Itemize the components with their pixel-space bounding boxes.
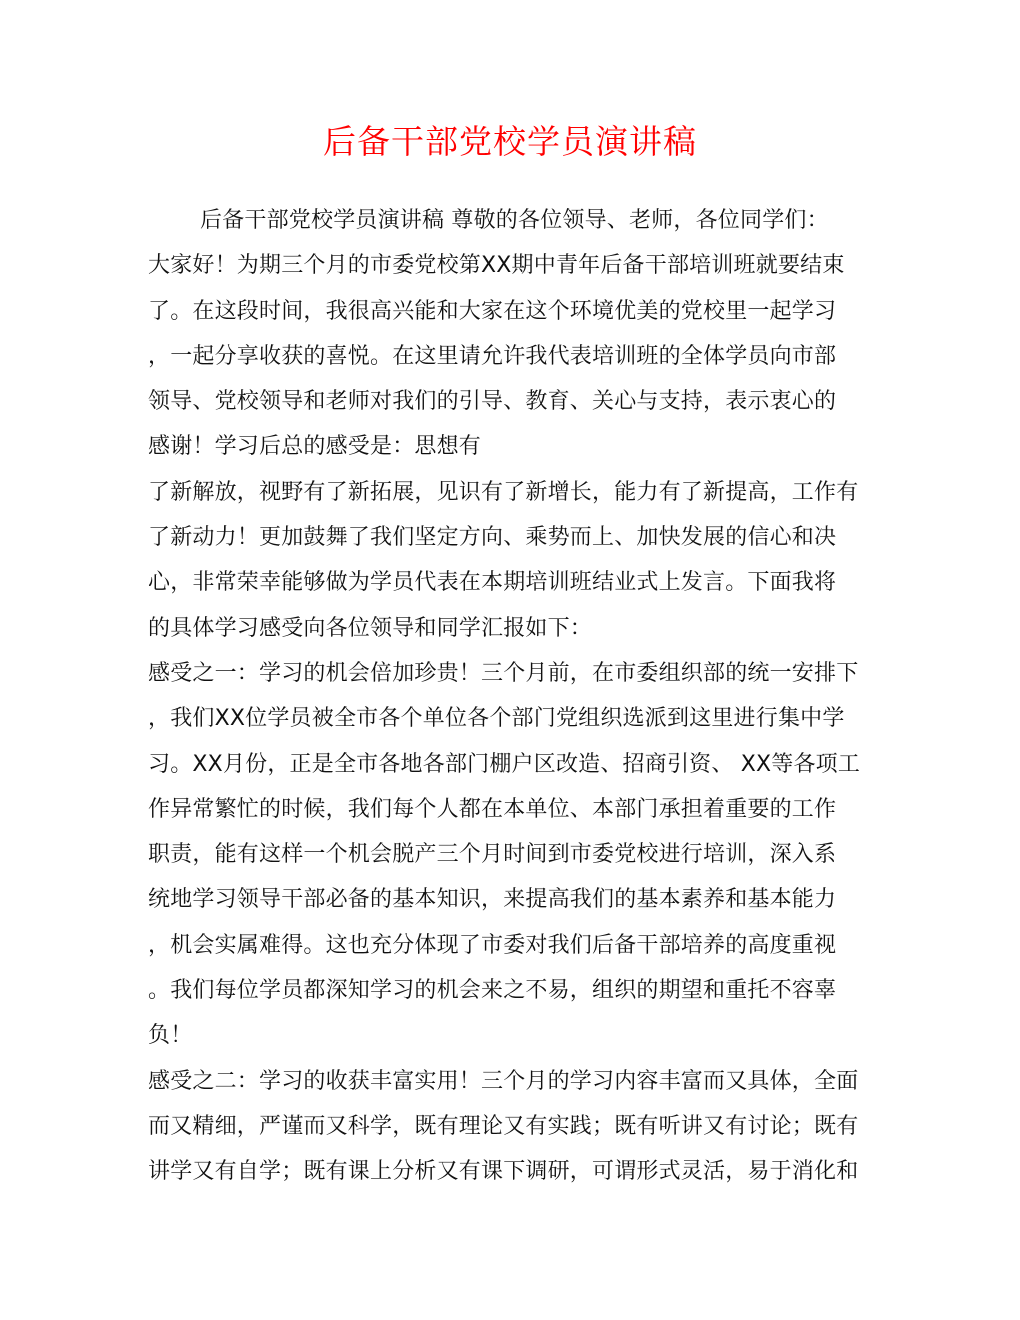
paragraph-line: ，一起分享收获的喜悦。在这里请允许我代表培训班的全体学员向市部: [148, 343, 837, 369]
paragraph-line: 后备干部党校学员演讲稿 尊敬的各位领导、老师，各位同学们：: [200, 208, 829, 233]
paragraph-line: 负！: [148, 1023, 193, 1049]
paragraph-line: 习。XX月份，正是全市各地各部门棚户区改造、招商引资、 XX等各项工: [148, 751, 861, 777]
paragraph-line: 心，非常荣幸能够做为学员代表在本期培训班结业式上发言。下面我将: [148, 570, 837, 596]
paragraph-line: 感受之一：学习的机会倍加珍贵！三个月前，在市委组织部的统一安排下: [148, 660, 859, 686]
paragraph-line: 大家好！为期三个月的市委党校第XX期中青年后备干部培训班就要结束: [148, 253, 845, 279]
paragraph-line: 。我们每位学员都深知学习的机会来之不易，组织的期望和重托不容辜: [148, 978, 837, 1004]
document-title: 后备干部党校学员演讲稿: [323, 122, 697, 161]
paragraph-line: 感谢！学习后总的感受是：思想有: [148, 434, 482, 460]
paragraph-line: 感受之二：学习的收获丰富实用！三个月的学习内容丰富而又具体，全面: [148, 1068, 859, 1094]
paragraph-line: 职责，能有这样一个机会脱产三个月时间到市委党校进行培训，深入系: [148, 842, 837, 868]
paragraph-line: 领导、党校领导和老师对我们的引导、教育、关心与支持，表示衷心的: [148, 389, 837, 415]
paragraph-line: 了新动力！更加鼓舞了我们坚定方向、乘势而上、加快发展的信心和决: [148, 525, 837, 551]
paragraph-line: 讲学又有自学；既有课上分析又有课下调研，可谓形式灵活，易于消化和: [148, 1159, 859, 1185]
paragraph-line: ，机会实属难得。这也充分体现了市委对我们后备干部培养的高度重视: [148, 932, 837, 958]
paragraph-line: 的具体学习感受向各位领导和同学汇报如下：: [148, 615, 593, 641]
paragraph-line: ，我们XX位学员被全市各个单位各个部门党组织选派到这里进行集中学: [148, 706, 845, 732]
paragraph-line: 作异常繁忙的时候，我们每个人都在本单位、本部门承担着重要的工作: [148, 796, 837, 822]
paragraph-line: 了。在这段时间，我很高兴能和大家在这个环境优美的党校里一起学习: [148, 298, 837, 324]
paragraph-line: 了新解放，视野有了新拓展，见识有了新增长，能力有了新提高，工作有: [148, 479, 859, 505]
paragraph-line: 而又精细，严谨而又科学，既有理论又有实践；既有听讲又有讨论；既有: [148, 1113, 859, 1139]
paragraph-line: 统地学习领导干部必备的基本知识，来提高我们的基本素养和基本能力: [148, 887, 837, 913]
document-body: [148, 198, 868, 1195]
